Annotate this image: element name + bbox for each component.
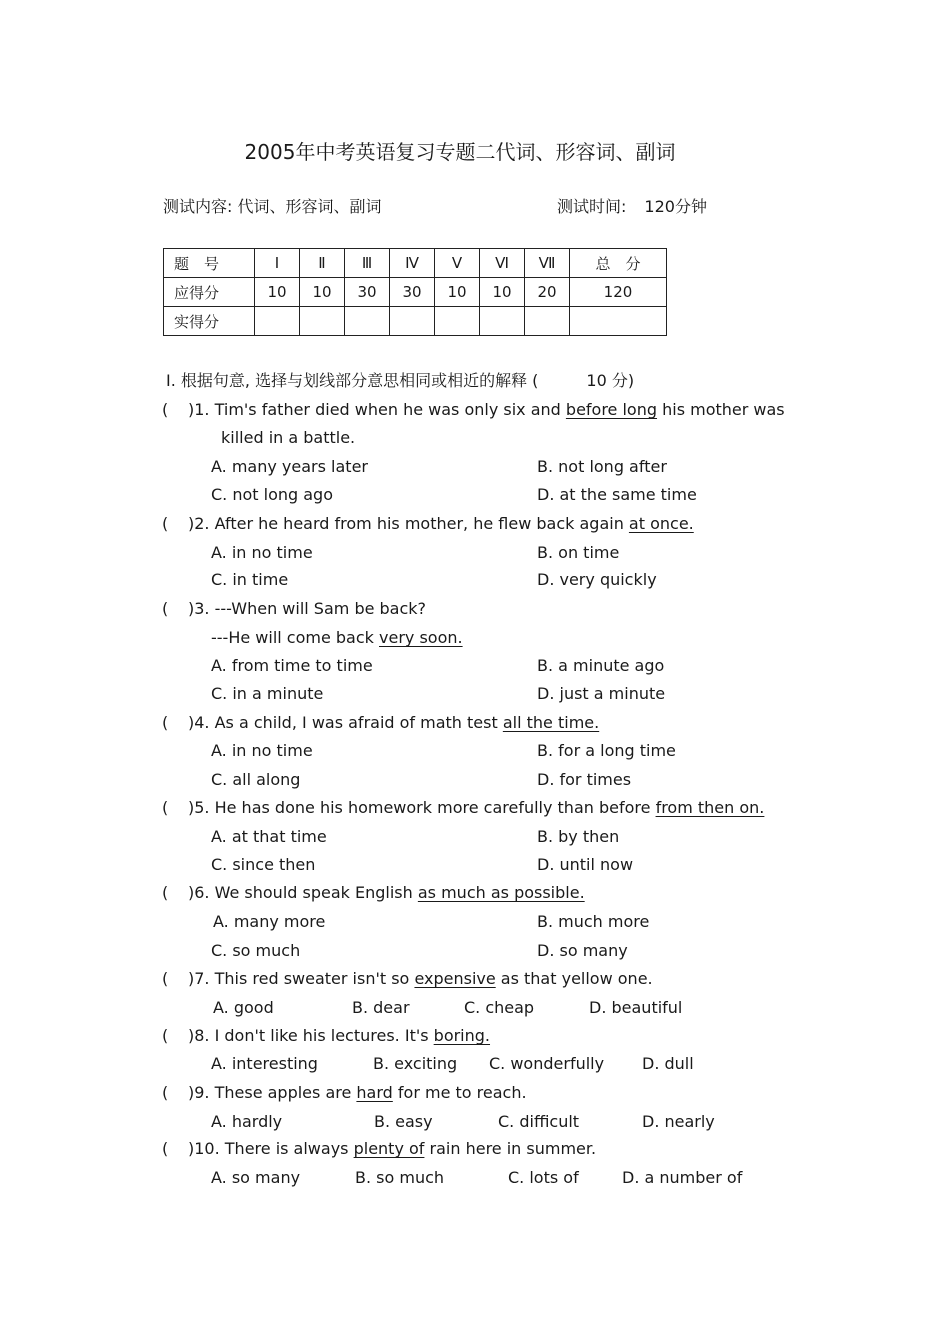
option-b[interactable]: B. for a long time: [537, 741, 676, 760]
question-4: [162, 713, 599, 732]
option-c[interactable]: C. in time: [211, 570, 289, 589]
table-cell: 总 分: [570, 249, 667, 278]
score-input-cell[interactable]: [390, 307, 435, 336]
option-d[interactable]: D. for times: [537, 770, 632, 789]
table-cell: 10: [255, 278, 300, 307]
option-b[interactable]: B. on time: [537, 543, 620, 562]
option-a[interactable]: A. in no time: [211, 741, 313, 760]
section-heading: [166, 368, 634, 391]
question-text: rain here in summer.: [424, 1139, 597, 1158]
table-cell: 30: [390, 278, 435, 307]
answer-blank[interactable]: (: [162, 883, 169, 902]
table-cell: Ⅲ: [345, 249, 390, 278]
option-d[interactable]: D. very quickly: [537, 570, 657, 589]
question-continuation: killed in a battle.: [221, 428, 356, 447]
table-cell: Ⅵ: [480, 249, 525, 278]
option-c[interactable]: C. in a minute: [211, 684, 324, 703]
answer-blank[interactable]: (: [162, 1139, 169, 1158]
answer-blank[interactable]: (: [162, 1026, 169, 1045]
option-a[interactable]: A. interesting: [211, 1054, 318, 1073]
option-c[interactable]: C. all along: [211, 770, 301, 789]
underlined-phrase: all the time.: [502, 713, 600, 732]
table-cell: 120: [570, 278, 667, 307]
option-d[interactable]: D. until now: [537, 855, 634, 874]
underlined-phrase: plenty of: [353, 1139, 425, 1158]
question-3: [162, 599, 426, 618]
section-heading-text: Ⅰ. 根据句意, 选择与划线部分意思相同或相近的解释 (: [166, 371, 539, 390]
option-d[interactable]: D. so many: [537, 941, 628, 960]
score-input-cell[interactable]: [570, 307, 667, 336]
question-5: [162, 798, 764, 817]
table-cell: Ⅶ: [525, 249, 570, 278]
option-c[interactable]: C. lots of: [508, 1168, 579, 1187]
underlined-phrase: at once.: [628, 514, 694, 533]
question-6: [162, 883, 585, 902]
question-text: )8. I don't like his lectures. It's: [188, 1026, 434, 1045]
option-a[interactable]: A. many years later: [211, 457, 368, 476]
table-cell: 20: [525, 278, 570, 307]
option-a[interactable]: A. hardly: [211, 1112, 283, 1131]
question-text: ---He will come back: [211, 628, 379, 647]
score-table: [163, 248, 667, 336]
option-c[interactable]: C. since then: [211, 855, 316, 874]
underlined-phrase: from then on.: [655, 798, 765, 817]
section-points: 10 分): [586, 371, 635, 390]
table-cell: Ⅰ: [255, 249, 300, 278]
table-cell: 10: [480, 278, 525, 307]
score-input-cell[interactable]: [255, 307, 300, 336]
option-d[interactable]: D. a number of: [622, 1168, 743, 1187]
score-input-cell[interactable]: [300, 307, 345, 336]
option-b[interactable]: B. dear: [352, 998, 410, 1017]
option-d[interactable]: D. at the same time: [537, 485, 697, 504]
option-c[interactable]: C. difficult: [498, 1112, 580, 1131]
question-text: )5. He has done his homework more carefully than before: [188, 798, 656, 817]
table-cell: 实得分: [164, 307, 255, 336]
option-c[interactable]: C. so much: [211, 941, 301, 960]
option-b[interactable]: B. not long after: [537, 457, 667, 476]
table-cell: Ⅴ: [435, 249, 480, 278]
question-text: )7. This red sweater isn't so: [188, 969, 415, 988]
score-input-cell[interactable]: [525, 307, 570, 336]
test-time: [557, 194, 707, 217]
table-cell: 应得分: [164, 278, 255, 307]
option-c[interactable]: C. not long ago: [211, 485, 333, 504]
option-c[interactable]: C. wonderfully: [489, 1054, 605, 1073]
question-text: )3. ---When will Sam be back?: [188, 599, 427, 618]
table-cell: Ⅳ: [390, 249, 435, 278]
question-text: for me to reach.: [392, 1083, 527, 1102]
score-input-cell[interactable]: [345, 307, 390, 336]
test-time-value: 120分钟: [644, 197, 707, 216]
question-text: his mother was: [657, 400, 785, 419]
question-1: [162, 400, 785, 419]
score-input-cell[interactable]: [435, 307, 480, 336]
option-a[interactable]: A. at that time: [211, 827, 327, 846]
underlined-phrase: boring.: [433, 1026, 491, 1045]
answer-blank[interactable]: (: [162, 400, 169, 419]
underlined-phrase: hard: [356, 1083, 393, 1102]
table-cell: 10: [435, 278, 480, 307]
answer-blank[interactable]: (: [162, 514, 169, 533]
answer-blank[interactable]: (: [162, 798, 169, 817]
option-a[interactable]: A. good: [213, 998, 274, 1017]
option-a[interactable]: A. in no time: [211, 543, 313, 562]
underlined-phrase: very soon.: [379, 628, 463, 647]
question-8: [162, 1026, 490, 1045]
question-text: )10. There is always: [188, 1139, 354, 1158]
option-d[interactable]: D. dull: [642, 1054, 694, 1073]
option-d[interactable]: D. just a minute: [537, 684, 666, 703]
underlined-phrase: before long: [565, 400, 658, 419]
question-text: as that yellow one.: [495, 969, 653, 988]
question-text: )1. Tim's father died when he was only six and: [188, 400, 566, 419]
score-table-header-row: [164, 249, 667, 278]
option-a[interactable]: A. many more: [213, 912, 326, 931]
answer-blank[interactable]: (: [162, 599, 169, 618]
answer-blank[interactable]: (: [162, 969, 169, 988]
table-cell: 10: [300, 278, 345, 307]
table-cell: Ⅱ: [300, 249, 345, 278]
question-10: [162, 1139, 596, 1158]
option-b[interactable]: B. exciting: [373, 1054, 458, 1073]
option-b[interactable]: B. much more: [537, 912, 650, 931]
answer-blank[interactable]: (: [162, 713, 169, 732]
question-text: )9. These apples are: [188, 1083, 357, 1102]
answer-blank[interactable]: (: [162, 1083, 169, 1102]
option-c[interactable]: C. cheap: [464, 998, 535, 1017]
option-d[interactable]: D. beautiful: [589, 998, 683, 1017]
option-b[interactable]: B. easy: [374, 1112, 433, 1131]
question-2: [162, 514, 694, 533]
test-content-label: 测试内容: 代词、形容词、副词: [163, 197, 382, 216]
question-text: )2. After he heard from his mother, he flew back again: [188, 514, 629, 533]
underlined-phrase: as much as possible.: [417, 883, 585, 902]
option-b[interactable]: B. so much: [355, 1168, 445, 1187]
score-table-actual-row: [164, 307, 667, 336]
option-a[interactable]: A. from time to time: [211, 656, 373, 675]
underlined-phrase: expensive: [414, 969, 496, 988]
option-a[interactable]: A. so many: [211, 1168, 301, 1187]
score-input-cell[interactable]: [480, 307, 525, 336]
option-b[interactable]: B. by then: [537, 827, 620, 846]
score-table-due-row: [164, 278, 667, 307]
question-7: [162, 969, 653, 988]
question-text: )4. As a child, I was afraid of math test: [188, 713, 503, 732]
option-d[interactable]: D. nearly: [642, 1112, 715, 1131]
test-time-label: 测试时间:: [557, 197, 627, 216]
table-cell: 题 号: [164, 249, 255, 278]
table-cell: 30: [345, 278, 390, 307]
option-b[interactable]: B. a minute ago: [537, 656, 665, 675]
question-text: )6. We should speak English: [188, 883, 418, 902]
question-continuation: [211, 628, 463, 647]
page-title: 2005年中考英语复习专题二代词、形容词、副词: [244, 140, 676, 164]
question-9: [162, 1083, 527, 1102]
